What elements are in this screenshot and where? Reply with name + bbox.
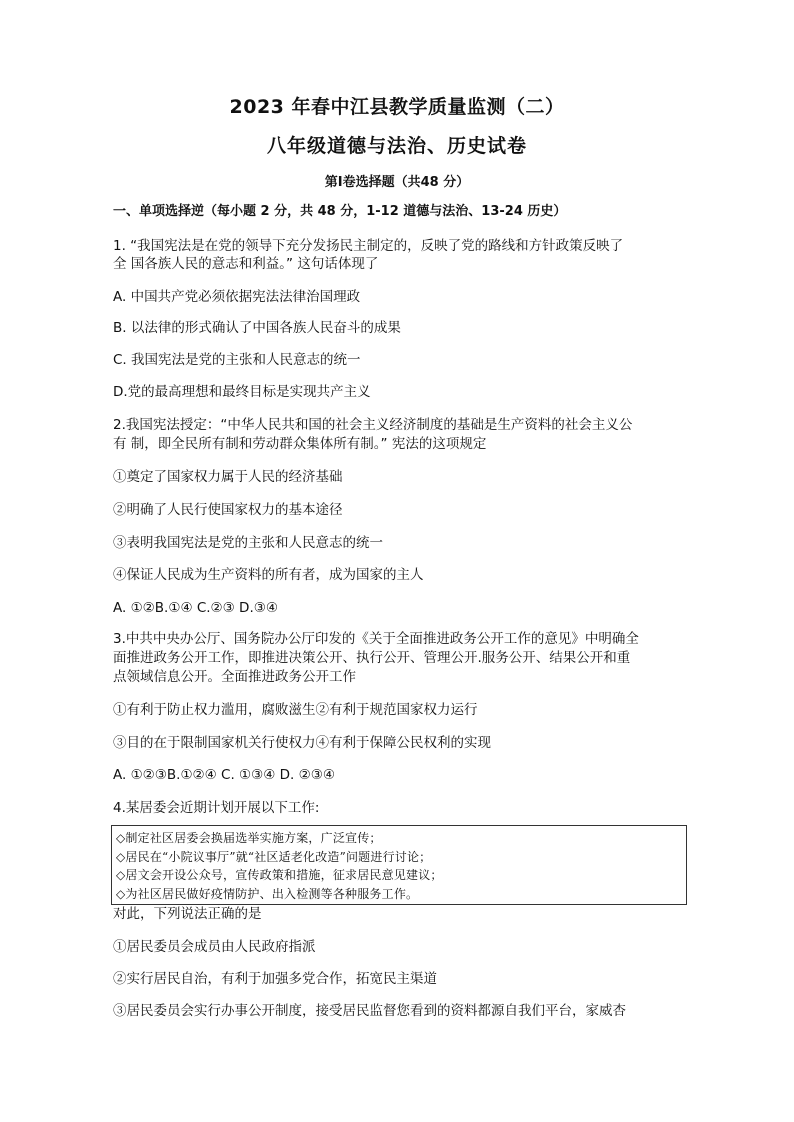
q3-stem-line1: 3.中共中央办公厅、国务院办公厅印发的《关于全面推进政务公开工作的意见》中明确全 [113,631,639,647]
q4-box-line-3: ◇居文会开设公众号，宣传政策和措施，征求居民意见建议； [116,868,443,882]
q4-statement-1: ①居民委员会成员由人民政府指派 [113,939,316,955]
q4-stem: 4.某居委会近期计划开展以下工作: [113,800,320,816]
q3-statement-2: ③目的在于限制国家机关行使权力④有利于保障公民权利的实现 [113,735,491,751]
section-heading: 一、单项选择逆（每小题 2 分，共 48 分，1-12 道德与法治、13-24 历史） [113,204,567,219]
exam-subtitle: 八年级道德与法治、历史试卷 [266,135,527,157]
q1-option-a: A. 中国共产党必须依据宪法法律治国理政 [113,289,361,305]
q4-box-line-1: ◇制定社区居委会换届选举实施方案，广泛宣传； [116,831,382,845]
q2-stem-line2: 有 制，即全民所有制和劳动群众集体所有制。” 宪法的这项规定 [113,436,487,452]
q3-stem-line3: 点领域信息公开。全面推进政务公开工作 [113,669,356,685]
q2-statement-4: ④保证人民成为生产资料的所有者，成为国家的主人 [113,567,424,583]
q4-info-box [111,825,687,905]
q2-options: A. ①②B.①④ C.②③ D.③④ [113,600,278,616]
part-heading: 第Ⅰ卷选择题（共48 分） [324,175,470,190]
q2-statement-1: ①奠定了国家权力属于人民的经济基础 [113,469,343,485]
q1-option-b: B. 以法律的形式确认了中国各族人民奋斗的成果 [113,320,401,336]
q4-after-box: 对此，下列说法正确的是 [113,906,262,922]
q2-statement-2: ②明确了人民行使国家权力的基本途径 [113,502,343,518]
q3-options: A. ①②③B.①②④ C. ①③④ D. ②③④ [113,767,335,783]
q4-statement-3: ③居民委员会实行办事公开制度，接受居民监督您看到的资料都源自我们平台，家威杏 [113,1003,626,1019]
q1-stem-line2: 全 国各族人民的意志和利益。” 这句话体现了 [113,256,379,272]
q1-option-d: D.党的最高理想和最终目标是实现共产主义 [113,384,371,400]
q3-statement-1: ①有利于防止权力滥用，腐败滋生②有利于规范国家权力运行 [113,702,478,718]
q1-option-c: C. 我国宪法是党的主张和人民意志的统一 [113,352,361,368]
q1-stem-line1: 1. “我国宪法是在党的领导下充分发扬民主制定的，反映了党的路线和方针政策反映了 [113,238,624,254]
q2-statement-3: ③表明我国宪法是党的主张和人民意志的统一 [113,535,383,551]
q4-statement-2: ②实行居民自治，有利于加强多党合作，拓宽民主渠道 [113,971,437,987]
q3-stem-line2: 面推进政务公开工作，即推进决策公开、执行公开、管理公开.服务公开、结果公开和重 [113,650,631,666]
q4-box-line-2: ◇居民在“小院议事厅”就“社区适老化改造”问题进行讨论； [116,849,432,864]
q4-box-line-4: ◇为社区居民做好疫情防护、出入检测等各种服务工作。 [116,886,419,901]
q2-stem-line1: 2.我国宪法授定：“中华人民共和国的社会主义经济制度的基础是生产资料的社会主义公 [113,417,633,433]
exam-title: 2023 年春中江县教学质量监测（二） [229,96,565,118]
